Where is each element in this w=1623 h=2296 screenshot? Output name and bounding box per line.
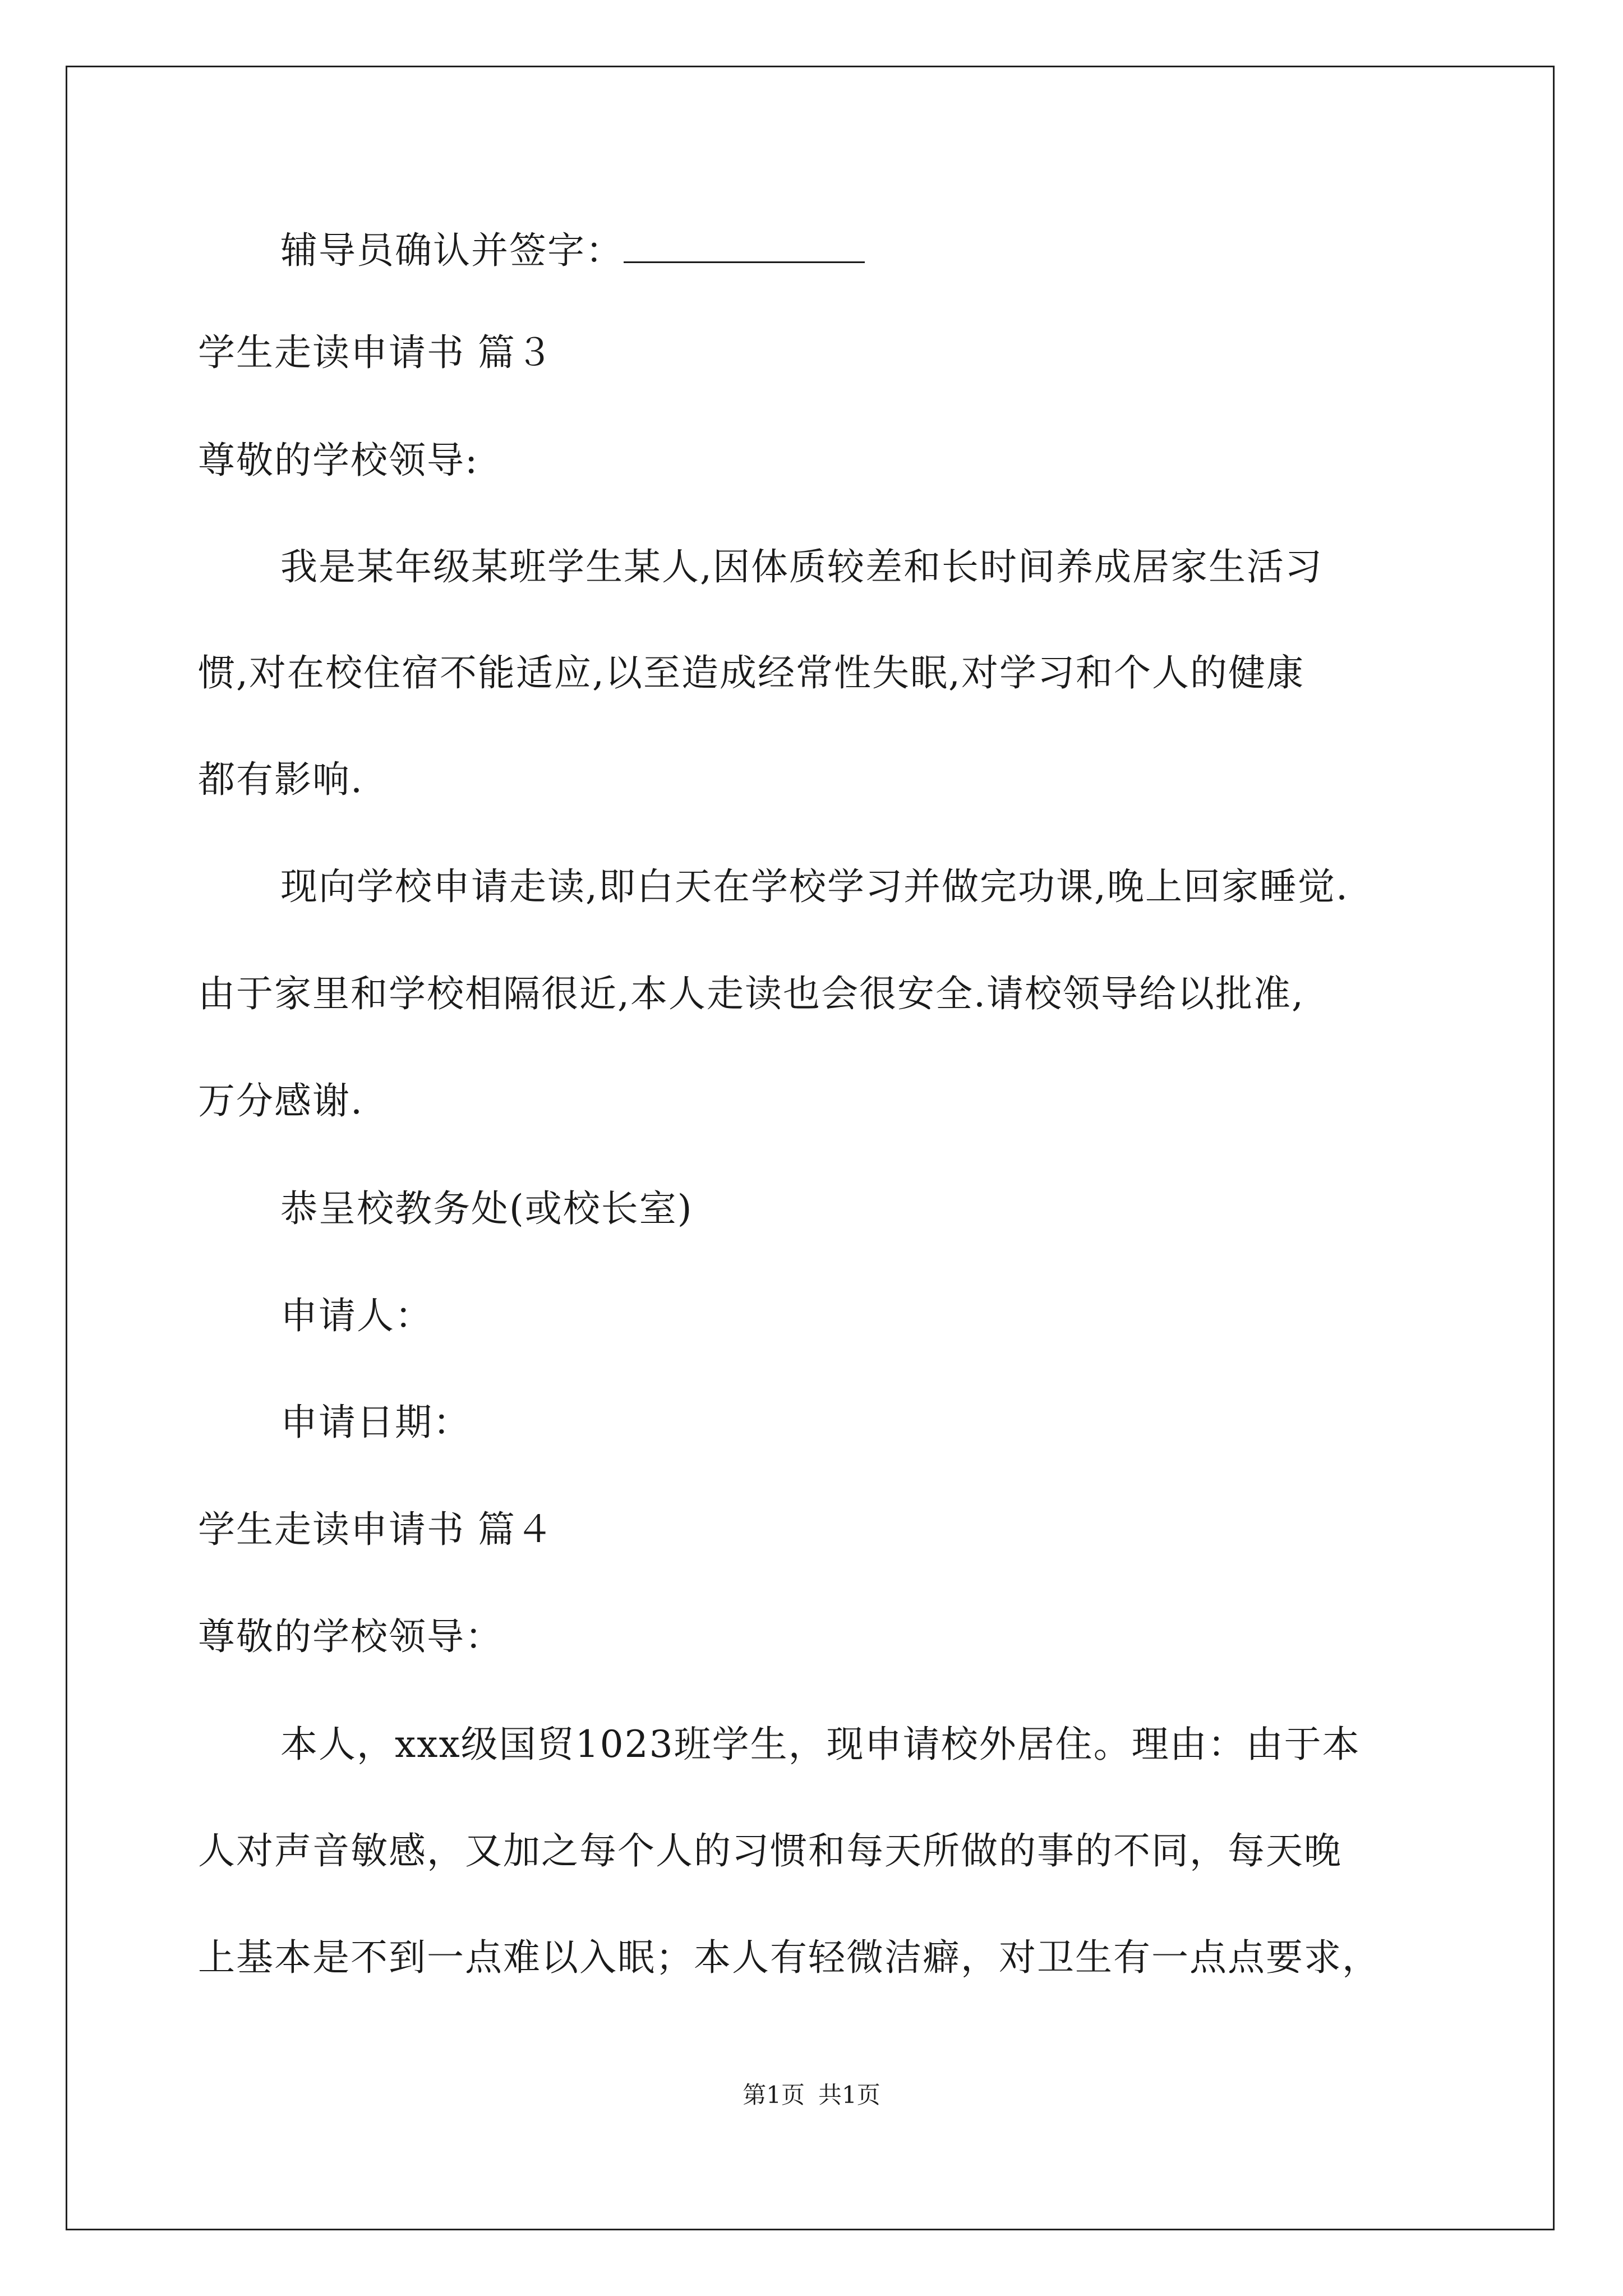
counselor-signature-line — [280, 226, 865, 276]
section4-p1-line-2: 人对声音敏感，又加之每个人的习惯和每天所做的事的不同，每天晚 — [198, 1829, 1342, 1872]
section4-p1-line-1: 本人，xxx级国贸1023班学生，现申请校外居住。理由：由于本 — [280, 1723, 1361, 1766]
section3-p2-line-3: 万分感谢. — [198, 1079, 363, 1122]
section4-p1-line-3: 上基本是不到一点难以入眠；本人有轻微洁癖，对卫生有一点点要求， — [198, 1936, 1380, 1979]
section3-p1-line-2: 惯,对在校住宿不能适应,以至造成经常性失眠,对学习和个人的健康 — [198, 651, 1304, 694]
section4-heading: 学生走读申请书 篇４ — [198, 1508, 554, 1551]
page-number-current: 第1页 — [743, 2081, 805, 2109]
section3-salutation: 尊敬的学校领导: — [198, 439, 479, 482]
section3-p1-line-3: 都有影响. — [198, 758, 363, 801]
section3-p2-line-1: 现向学校申请走读,即白天在学校学习并做完功课,晚上回家睡觉. — [280, 865, 1349, 908]
signature-blank — [624, 228, 865, 263]
section3-recipient: 恭呈校教务处(或校长室) — [280, 1187, 693, 1230]
page-border — [66, 66, 1555, 2230]
page-number-total: 共1页 — [818, 2081, 880, 2109]
section3-applicant: 申请人： — [280, 1294, 433, 1337]
section3-heading: 学生走读申请书 篇３ — [198, 331, 554, 374]
counselor-signature-label: 辅导员确认并签字： — [280, 229, 624, 272]
section3-p2-line-2: 由于家里和学校相隔很近,本人走读也会很安全.请校领导给以批准, — [198, 972, 1304, 1015]
section3-date: 申请日期： — [280, 1401, 471, 1444]
section4-salutation: 尊敬的学校领导： — [198, 1615, 503, 1658]
section3-p1-line-1: 我是某年级某班学生某人,因体质较差和长时间养成居家生活习 — [280, 545, 1323, 588]
page-footer — [0, 2078, 1623, 2112]
